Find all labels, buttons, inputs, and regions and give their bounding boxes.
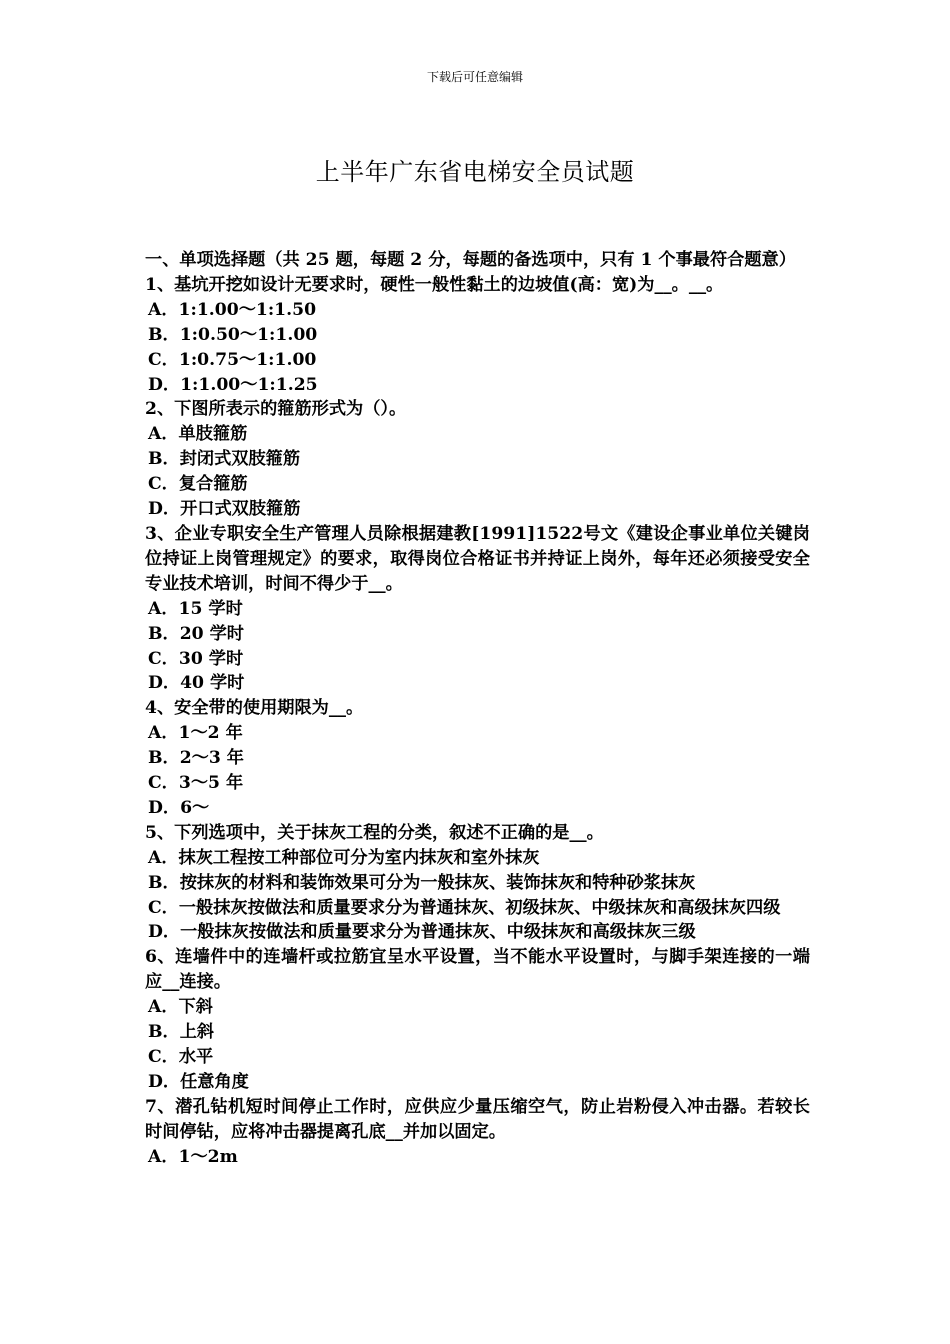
- section-heading: 一、单项选择题（共 25 题，每题 2 分，每题的备选项中，只有 1 个事最符合题意）: [145, 250, 796, 270]
- question-stem: 1、基坑开挖如设计无要求时，硬性一般性黏土的边坡值(高：宽)为__。__。: [145, 274, 724, 295]
- document-title: 上半年广东省电梯安全员试题: [315, 158, 635, 186]
- question-3: [145, 522, 810, 696]
- question-5: [145, 821, 810, 946]
- option-b: B．2～3 年: [148, 748, 244, 769]
- question-7: [145, 1095, 810, 1170]
- option-b: B．按抹灰的材料和装饰效果可分为一般抹灰、装饰抹灰和特种砂浆抹灰: [148, 872, 696, 893]
- question-1: [145, 273, 810, 398]
- question-stem: 5、下列选项中，关于抹灰工程的分类，叙述不正确的是__。: [145, 822, 604, 843]
- option-d: D．任意角度: [148, 1071, 249, 1092]
- option-a: A．1～2m: [148, 1146, 238, 1167]
- question-4: [145, 696, 810, 821]
- question-6: [145, 945, 810, 1094]
- option-a: A．15 学时: [148, 598, 243, 619]
- option-d: D．1:1.00～1:1.25: [148, 374, 318, 395]
- option-a: A．1:1.00～1:1.50: [148, 299, 317, 320]
- option-c: C．30 学时: [148, 648, 244, 669]
- option-a: A．抹灰工程按工种部位可分为室内抹灰和室外抹灰: [148, 847, 540, 868]
- question-stem: 7、潜孔钻机短时间停止工作时，应供应少量压缩空气，防止岩粉侵入冲击器。若较长时间停钻，应将冲击器提离孔底__并加以固定。: [145, 1096, 810, 1142]
- option-c: C．1:0.75～1:1.00: [148, 349, 317, 370]
- question-stem: 6、连墙件中的连墙杆或拉筋宜呈水平设置，当不能水平设置时，与脚手架连接的一端应__连接。: [145, 947, 810, 993]
- question-stem: 4、安全带的使用期限为__。: [145, 698, 364, 719]
- option-d: D．40 学时: [148, 673, 245, 694]
- option-b: B．20 学时: [148, 623, 244, 644]
- option-a: A．1～2 年: [148, 723, 243, 744]
- option-a: A．单肢箍筋: [148, 424, 248, 445]
- option-d: D．开口式双肢箍筋: [148, 499, 301, 520]
- question-stem: 2、下图所表示的箍筋形式为（）。: [145, 399, 407, 420]
- option-d: D．一般抹灰按做法和质量要求分为普通抹灰、中级抹灰和高级抹灰三级: [148, 922, 696, 943]
- question-stem: 3、企业专职安全生产管理人员除根据建教[1991]1522号文《建设企事业单位关键岗位持证上岗管理规定》的要求，取得岗位合格证书并持证上岗外，每年还必须接受安全专业技术培训，时间不得少于__。: [145, 523, 810, 594]
- document-body: [145, 248, 810, 1170]
- option-c: C．复合箍筋: [148, 474, 248, 495]
- option-b: B．封闭式双肢箍筋: [148, 449, 301, 470]
- question-2: [145, 397, 810, 522]
- option-d: D．6～: [148, 797, 210, 818]
- option-b: B．上斜: [148, 1022, 215, 1043]
- header-note: 下载后可任意编辑: [426, 70, 523, 84]
- option-c: C．水平: [148, 1047, 214, 1067]
- option-a: A．下斜: [148, 997, 213, 1018]
- option-b: B．1:0.50～1:1.00: [148, 324, 318, 345]
- option-c: C．一般抹灰按做法和质量要求分为普通抹灰、初级抹灰、中级抹灰和高级抹灰四级: [148, 897, 781, 918]
- option-c: C．3～5 年: [148, 773, 244, 794]
